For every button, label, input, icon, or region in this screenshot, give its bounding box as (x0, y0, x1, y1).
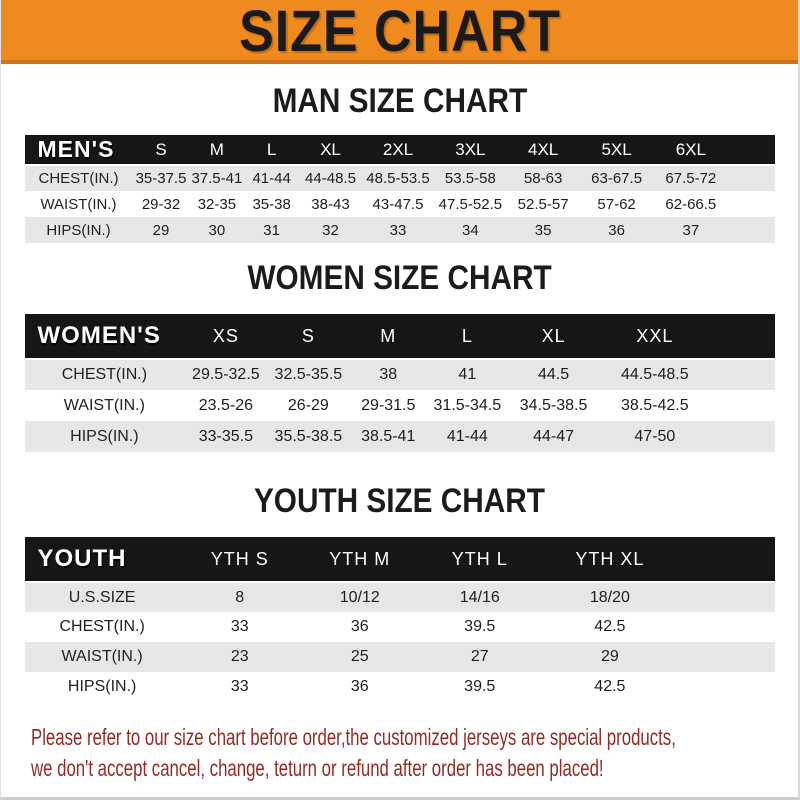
table-row (25, 217, 775, 243)
row-label: HIPS(IN.) (70, 427, 139, 445)
men-section-title-text: MAN SIZE CHART (272, 80, 527, 120)
women-section-title (1, 257, 798, 297)
section-women (1, 257, 798, 452)
size-value-cell: 35-38 (252, 195, 291, 213)
size-chart-banner (1, 0, 798, 64)
row-label: CHEST(IN.) (61, 366, 148, 383)
size-value-cell: 38-43 (311, 195, 350, 213)
size-value-cell: 8 (235, 588, 245, 606)
size-value-cell: 57-62 (597, 195, 636, 213)
size-value-cell: 67.5-72 (665, 170, 717, 187)
order-notice (1, 722, 798, 784)
column-header: YTH L (451, 548, 508, 569)
table-group-label: MEN'S (37, 136, 115, 162)
size-value-cell: 29 (600, 648, 619, 665)
column-header: S (155, 139, 167, 159)
youth-section-title-text: YOUTH SIZE CHART (253, 480, 545, 520)
size-value-cell: 44-48.5 (305, 170, 356, 187)
row-label: HIPS(IN.) (46, 221, 111, 239)
spacer-cell (680, 537, 775, 582)
size-value-cell: 36 (350, 678, 369, 695)
notice-line-1: Please refer to our size chart before order,the customized jerseys are special products, (31, 724, 676, 750)
column-header: S (301, 325, 315, 346)
table-row (25, 582, 775, 612)
size-value-cell: 36 (350, 618, 369, 635)
men-section-title (1, 80, 798, 120)
table-row (25, 642, 775, 672)
table-header-row (25, 135, 775, 165)
size-value-cell: 44.5-48.5 (621, 366, 689, 383)
size-value-cell: 27 (470, 648, 489, 665)
size-value-cell: 18/20 (589, 588, 630, 606)
size-value-cell: 41-44 (252, 170, 291, 187)
spacer-cell (680, 582, 775, 612)
size-value-cell: 42.5 (594, 618, 626, 635)
column-header: M (380, 325, 397, 346)
table-row (25, 191, 775, 217)
spacer-cell (710, 359, 775, 390)
spacer-cell (728, 191, 775, 217)
size-value-cell: 32-35 (197, 195, 237, 213)
size-value-cell: 29-31.5 (361, 396, 416, 414)
row-label: WAIST(IN.) (40, 195, 117, 213)
spacer-cell (728, 217, 775, 243)
size-value-cell: 33 (230, 678, 249, 695)
size-value-cell: 31 (263, 221, 280, 239)
notice-line-2: we don't accept cancel, change, teturn or refund after order has been placed! (31, 755, 604, 781)
spacer-cell (710, 314, 775, 359)
size-value-cell: 37.5-41 (191, 170, 243, 187)
row-label: HIPS(IN.) (67, 678, 137, 695)
size-value-cell: 35 (534, 221, 552, 239)
column-header: YTH S (210, 548, 269, 569)
table-row (25, 390, 775, 421)
table-row (25, 612, 775, 642)
size-value-cell: 39.5 (464, 618, 496, 635)
column-header: YTH M (329, 548, 391, 569)
column-header: 6XL (675, 139, 706, 159)
size-value-cell: 26-29 (287, 396, 329, 414)
column-header: XL (541, 325, 566, 346)
youth-size-table (25, 537, 775, 702)
table-group-label: WOMEN'S (37, 322, 161, 349)
table-row (25, 672, 775, 702)
size-value-cell: 25 (350, 648, 369, 665)
size-value-cell: 33 (230, 618, 249, 635)
size-value-cell: 23.5-26 (198, 396, 253, 414)
size-value-cell: 53.5-58 (444, 170, 496, 187)
spacer-cell (728, 165, 775, 191)
spacer-cell (710, 421, 775, 452)
column-header: XS (212, 325, 239, 346)
size-value-cell: 34 (462, 221, 479, 239)
banner-title: SIZE CHART (238, 0, 561, 64)
size-value-cell: 30 (208, 221, 226, 239)
spacer-cell (680, 612, 775, 642)
column-header: L (266, 139, 277, 159)
size-value-cell: 52.5-57 (517, 195, 569, 213)
size-value-cell: 42.5 (594, 678, 626, 695)
size-value-cell: 14/16 (459, 588, 500, 606)
column-header: XXL (636, 325, 674, 346)
row-label: CHEST(IN.) (38, 170, 119, 187)
size-value-cell: 36 (608, 221, 625, 239)
size-value-cell: 35.5-38.5 (274, 427, 343, 445)
spacer-cell (680, 642, 775, 672)
size-value-cell: 33-35.5 (198, 427, 253, 445)
column-header: 3XL (455, 139, 486, 159)
row-label: WAIST(IN.) (63, 396, 145, 414)
spacer-cell (680, 672, 775, 702)
size-value-cell: 48.5-53.5 (366, 170, 430, 187)
women-section-title-text: WOMEN SIZE CHART (247, 257, 552, 297)
youth-section-title (1, 480, 798, 520)
size-value-cell: 58-63 (523, 170, 563, 187)
size-value-cell: 32 (322, 221, 339, 239)
size-value-cell: 38.5-42.5 (621, 396, 689, 414)
size-value-cell: 44-47 (533, 427, 575, 445)
size-value-cell: 39.5 (464, 678, 496, 695)
size-value-cell: 44.5 (538, 366, 570, 383)
size-value-cell: 10/12 (339, 588, 380, 606)
size-value-cell: 23 (230, 648, 249, 665)
column-header: M (209, 139, 224, 159)
table-header-row (25, 314, 775, 359)
row-label: WAIST(IN.) (61, 648, 143, 665)
section-youth (1, 480, 798, 702)
table-header-row (25, 537, 775, 582)
row-label: U.S.SIZE (68, 588, 136, 606)
column-header: L (461, 325, 473, 346)
size-value-cell: 34.5-38.5 (519, 396, 588, 414)
table-row (25, 421, 775, 452)
size-value-cell: 38 (379, 366, 398, 383)
size-value-cell: 47.5-52.5 (438, 195, 503, 213)
size-value-cell: 35-37.5 (135, 170, 187, 187)
column-header: YTH XL (575, 548, 645, 569)
spacer-cell (710, 390, 775, 421)
size-value-cell: 47-50 (634, 427, 676, 445)
size-value-cell: 38.5-41 (361, 427, 416, 445)
size-value-cell: 62-66.5 (665, 195, 717, 213)
men-size-table (25, 135, 775, 243)
size-value-cell: 63-67.5 (591, 170, 643, 187)
table-row (25, 165, 775, 191)
table-row (25, 359, 775, 390)
size-value-cell: 29-32 (141, 195, 181, 213)
size-value-cell: 29.5-32.5 (192, 366, 260, 383)
size-value-cell: 41 (458, 366, 477, 383)
spacer-cell (728, 135, 775, 165)
size-value-cell: 41-44 (446, 427, 488, 445)
size-value-cell: 37 (682, 221, 700, 239)
column-header: XL (320, 139, 341, 159)
size-value-cell: 33 (389, 221, 407, 239)
table-group-label: YOUTH (37, 545, 127, 572)
women-size-table (25, 314, 775, 452)
size-value-cell: 31.5-34.5 (433, 396, 502, 414)
size-value-cell: 32.5-35.5 (274, 366, 343, 383)
row-label: CHEST(IN.) (59, 618, 145, 635)
column-header: 2XL (382, 139, 414, 159)
section-men (1, 80, 798, 243)
column-header: 5XL (601, 139, 632, 159)
size-value-cell: 29 (152, 221, 170, 239)
column-header: 4XL (527, 139, 559, 159)
size-value-cell: 43-47.5 (372, 195, 424, 213)
